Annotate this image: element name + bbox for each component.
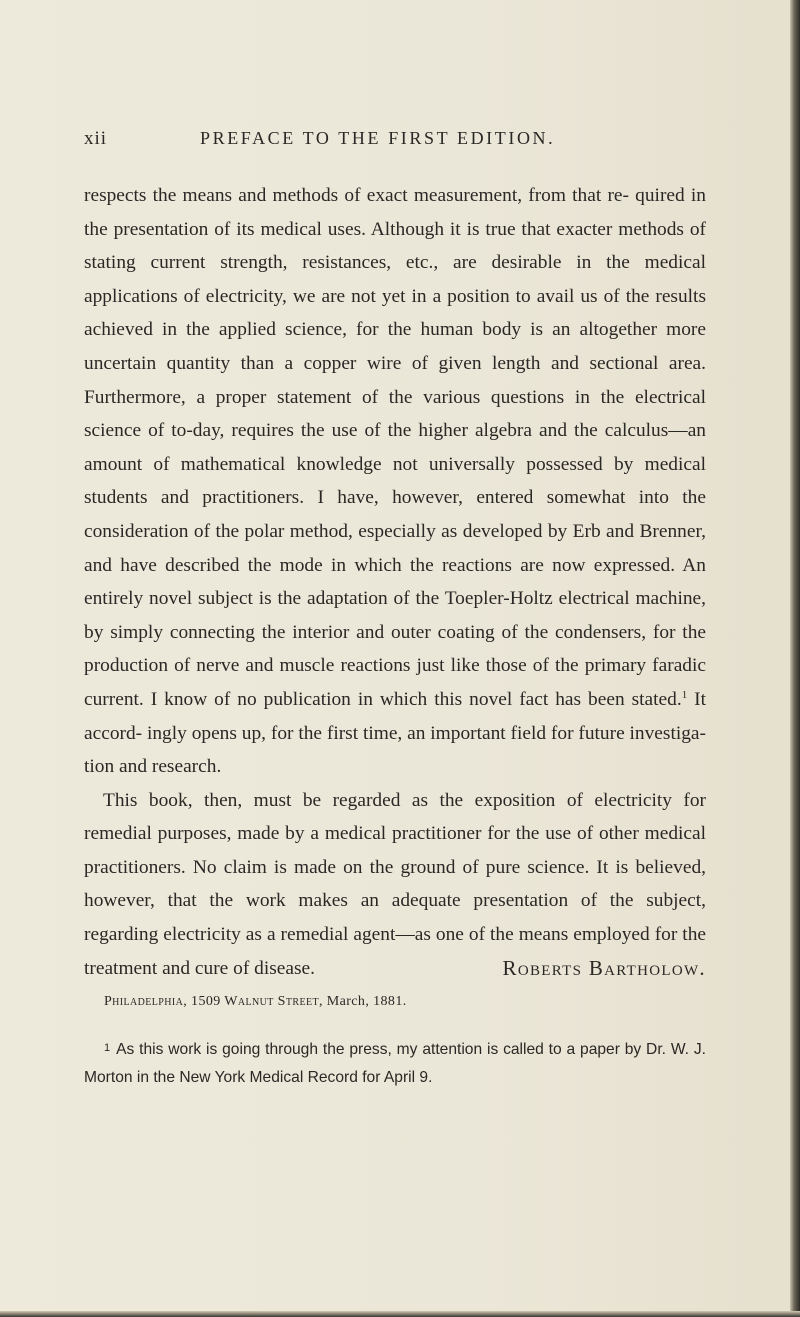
dateline [104,994,407,1010]
footnote-mark: 1 [104,1042,111,1054]
paragraph-2: This book, then, must be regarded as the exposition of electricity for remedial purposes, made by a medical practitioner for the use of other medical practitioners. No claim is made on the ground of pure science. It is believed, however, that the work makes an adequate presentation of the subject, regarding electricity as a remedial agent—as one of the means employed for the treatment and cure of disease. [84,789,706,979]
paragraph-1-text-continued: It accord- ingly opens up, for the first time, an important field for future investiga- tion and research. [84,688,706,778]
page-bottom-edge [0,1311,800,1317]
paragraph-1 [84,179,706,784]
dateline-place: Philadelphia, 1509 Walnut Street, [104,994,323,1009]
page-edge-shadow [790,0,800,1317]
page-header [84,128,704,156]
author-signature: Roberts Bartholow. [502,956,706,980]
footnote [84,1034,706,1092]
running-head: PREFACE TO THE FIRST EDITION. [200,128,556,148]
paragraph-1-text: respects the means and methods of exact measurement, from that re- quired in the presentation of its medical uses. Although it is true that exacter methods of stating current strength, resistances, etc., are desirable in the medical applications of electricity, we are not yet in a position to avail us of the results achieved in the applied science, for the human body is an altogether more uncertain quantity than a copper wire of given length and sectional area. Furthermore, a proper statement of the various questions in the electrical science of to-day, requires the use of the higher algebra and the calculus—an amount of mathematical knowledge not universally possessed by medical students and practitioners. I have, however, entered somewhat into the consideration of the polar method, especially as developed by Erb and Brenner, and have described the mode in which the reactions are now expressed. An entirely novel subject is the adaptation of the Toepler-Holtz electrical machine, by simply connecting the interior and outer coating of the condensers, for the production of nerve and muscle reactions just like those of the primary faradic current. I know of no publication in which this novel fact has been stated. [84,185,706,710]
footnote-text: As this work is going through the press, my attention is called to a paper by Dr. W. J. Morton in the New York Medical Record for April 9. [84,1041,706,1086]
footnote-reference[interactable]: 1 [681,688,688,701]
dateline-date: March, 1881. [326,994,407,1009]
page-number: xii [84,128,108,149]
body-text [84,179,706,985]
